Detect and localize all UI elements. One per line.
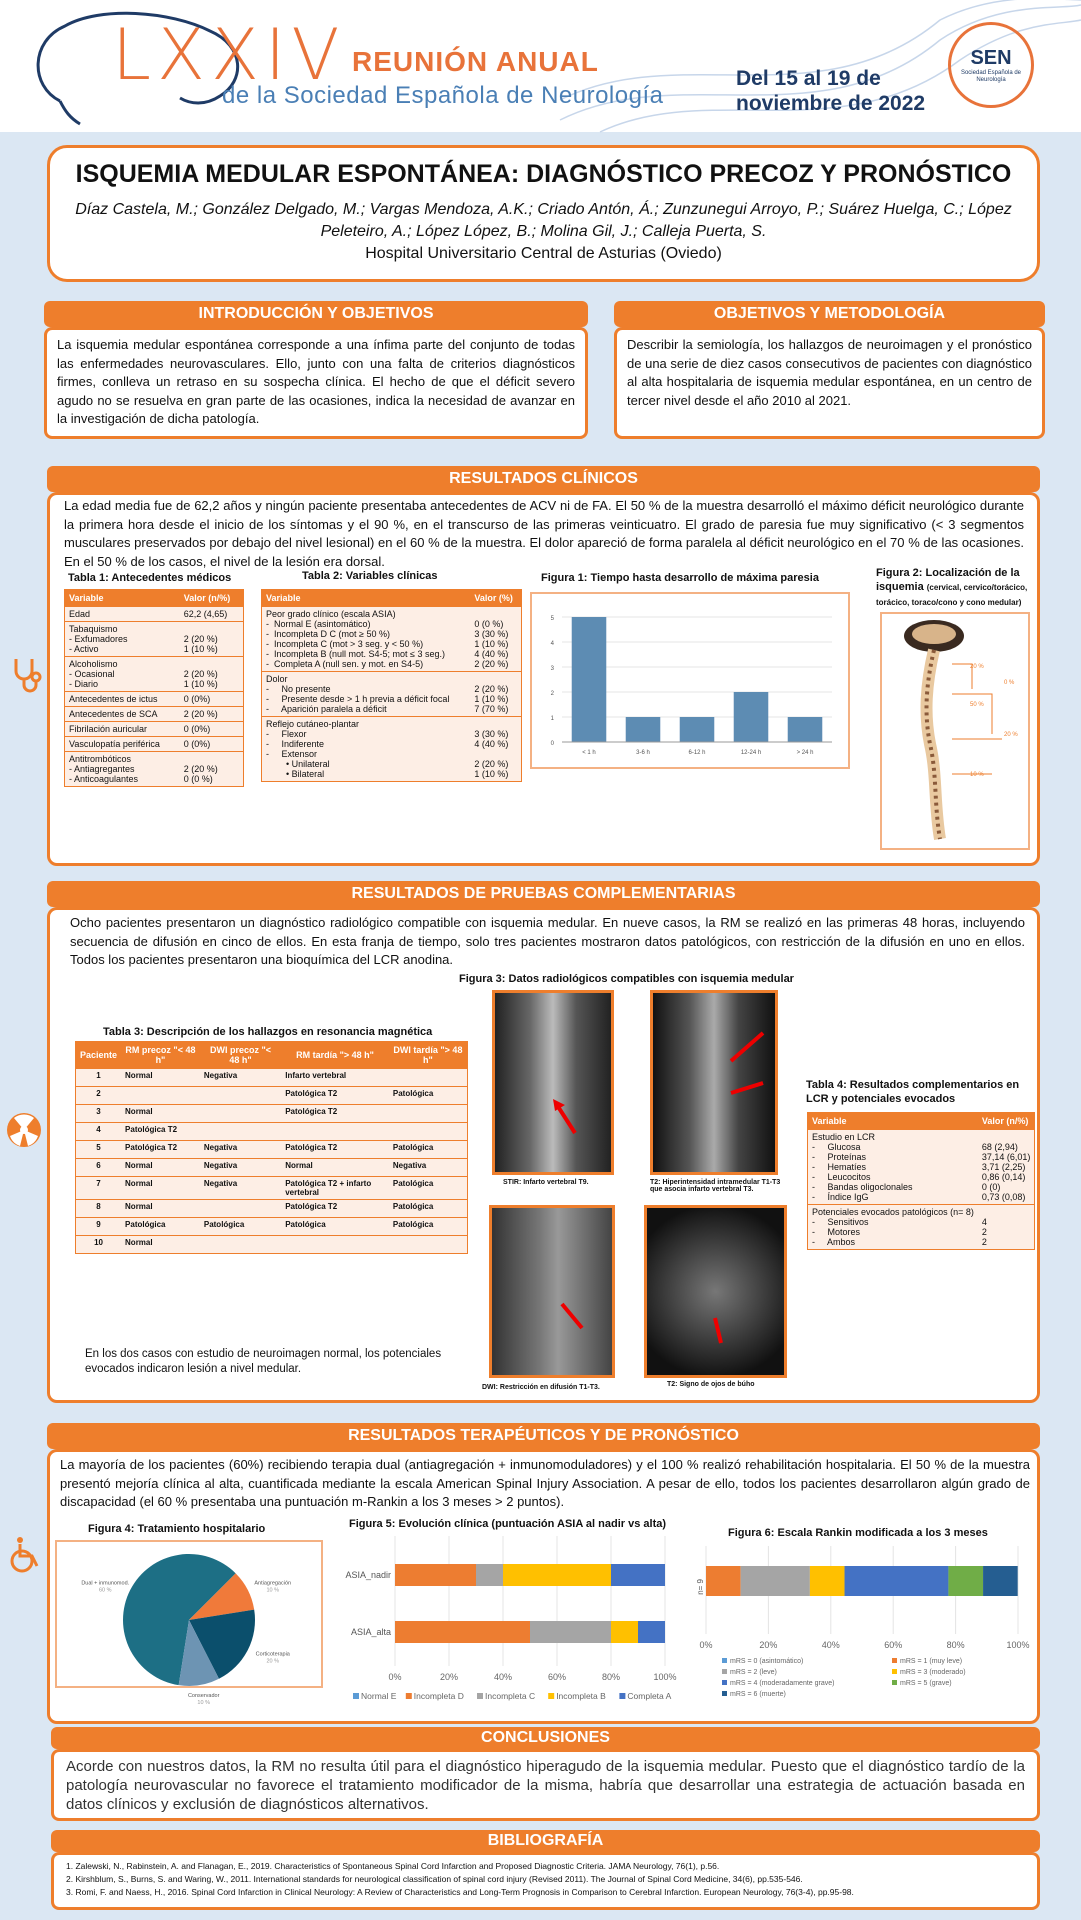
table-cell: Normal <box>121 1069 200 1087</box>
table-cell: 68 (2,94) 37,14 (6,01) 3,71 (2,25) 0,86 (0,14) 0 (0) 0,73 (0,08) <box>978 1130 1035 1205</box>
table-cell <box>389 1123 468 1141</box>
table-cell: 2 (20 %) 1 (10 %) <box>180 622 244 657</box>
x-tick-label: 6-12 h <box>688 750 706 756</box>
table-cell: Reflejo cutáneo-plantar - Flexor - Indiferente - Extensor • Unilateral • Bilateral <box>262 717 471 782</box>
table-cell: Potenciales evocados patológicos (n= 8) - Sensitivos - Motores - Ambos <box>808 1205 978 1250</box>
table3-note: En los dos casos con estudio de neuroimagen normal, los potenciales evocados indicaron lesión a nivel medular. <box>85 1348 442 1375</box>
figure1-chart <box>532 594 848 767</box>
table-cell: Alcoholismo - Ocasional - Diario <box>65 657 180 692</box>
bar <box>680 717 715 742</box>
legend-swatch <box>722 1691 727 1696</box>
table-row <box>76 1087 468 1105</box>
figure6-caption: Figura 6: Escala Rankin modificada a los 3 meses <box>728 1527 988 1539</box>
table-cell: Patológica <box>389 1218 468 1236</box>
table-row <box>76 1141 468 1159</box>
title-box <box>47 145 1040 282</box>
table-cell <box>200 1200 281 1218</box>
intro-text: La isquemia medular espontánea corresponde a una ínfima parte del conjunto de todas las enfermedades neurovasculares. Ello, junto con una falta de criterios diagnósticos firmes, conlleva un retraso en su sospecha clínica. El hecho de que el déficit severo agudo no se resuelva en gran parte de las ocasiones, indica la necesidad de avanzar en la investigación de dicha patología. <box>57 337 575 426</box>
pie-label: Conservador <box>187 1693 220 1700</box>
table-cell: Infarto vertebral <box>281 1069 389 1087</box>
fig2-label-thoracic: 50 % <box>970 702 984 708</box>
table-row <box>262 717 522 782</box>
table-cell: 3 <box>76 1105 122 1123</box>
table1-caption: Tabla 1: Antecedentes médicos <box>68 572 232 584</box>
bar <box>788 717 823 742</box>
x-tick-label: < 1 h <box>582 750 596 756</box>
clinical-text: La edad media fue de 62,2 años y ningún paciente presentaba antecedentes de ACV ni de FA. El 50 % de la muestra desarrolló el máximo déficit neurológico durante la primera hora desde el inicio de los síntomas y el 90 %, en el transcurso de las primeras veinticuatro. El grado de paresia fue muy significativo (< 3 segmentos musculares preservados por debajo del nivel lesional) en el 60 % de la muestra. El dolor apareció de forma paralela al déficit neurológico en el 70 % de las ocasiones. En el 50 % de los casos, el nivel de la lesión era dorsal. <box>64 498 1024 569</box>
legend-label: Incompleta C <box>485 1691 536 1701</box>
stacked-segment <box>638 1621 665 1643</box>
mri-caption-4: T2: Signo de ojos de búho <box>667 1381 755 1388</box>
table-row <box>65 707 244 722</box>
radiation-icon <box>4 1110 44 1158</box>
table-row <box>76 1159 468 1177</box>
fig2-label-cervicothoracic: 0 % <box>1004 680 1015 686</box>
table-cell: 2 (20 %) 0 (0 %) <box>180 752 244 787</box>
table-row <box>808 1205 1035 1250</box>
table-row <box>76 1236 468 1254</box>
authors: Díaz Castela, M.; González Delgado, M.; Vargas Mendoza, A.K.; Criado Antón, Á.; Zunzunegui Arroyo, P.; Suárez Huelga, C.; López Peleteiro, A.; López López, B.; Molina Gil, J.; Calleja Puerta, S. <box>75 201 1012 240</box>
x-tick-label: > 24 h <box>796 750 814 756</box>
stacked-segment <box>741 1566 810 1596</box>
table-row <box>76 1200 468 1218</box>
stacked-segment <box>983 1566 1018 1596</box>
figure2-frame <box>880 612 1030 850</box>
bar <box>734 692 769 742</box>
conclusions-text: Acorde con nuestros datos, la RM no resulta útil para el diagnóstico hiperagudo de la isquemia medular. Puesto que el diagnóstico tardío de la patología neurovascular no favorece el tratamiento modificador de la misma, habría que desarrollar una estrategia de actuación basada en datos clínicos y exclusión de diagnósticos alternativos. <box>66 1758 1025 1813</box>
table-cell: Patológica T2 <box>281 1105 389 1123</box>
bar <box>572 617 607 742</box>
stacked-segment <box>611 1621 638 1643</box>
table-row <box>65 752 244 787</box>
table-row <box>65 737 244 752</box>
table-cell: Patológica <box>389 1177 468 1200</box>
table-row <box>65 607 244 622</box>
table-cell: Edad <box>65 607 180 622</box>
table2: Variable Valor (%) Peor grado clínico (escala ASIA) - Normal E (asintomático) - Incompleta D C (mot ≥ 50 %) - Incompleta C (mot > 3 seg. y < 50 %) - Incompleta B (null mot. S4-5; mot ≤ 3 seg.) - Completa A (null sen. y mot. en S4-5) 0 (0 %) 3 (30 %) 1 (10 %) 4 (40 %) 2 (20 %) Dolor - No presente - Presente desde > 1 h previa a déficit focal - Aparición paralela a déficit 2 (20 %) 1 (10 %) 7 (70 %) Reflejo cutáneo-plantar - Flexor - Indiferente - Extensor • Unilateral • Bilateral 3 (30 %) 4 (40 %) 2 (20 %) 1 (10 %) <box>261 589 522 782</box>
mri-caption-3: DWI: Restricción en difusión T1-T3. <box>482 1384 600 1391</box>
bar <box>626 717 661 742</box>
mri-axial-image <box>644 1205 787 1378</box>
table-cell: Patológica <box>389 1141 468 1159</box>
stacked-segment <box>530 1621 611 1643</box>
objectives-box <box>614 327 1045 439</box>
table-cell: Normal <box>281 1159 389 1177</box>
y-tick-label: 2 <box>550 691 554 697</box>
mri-dwi-image <box>489 1205 615 1378</box>
table-row <box>76 1218 468 1236</box>
legend-swatch <box>477 1693 483 1699</box>
table-cell <box>200 1123 281 1141</box>
table3-caption: Tabla 3: Descripción de los hallazgos en resonancia magnética <box>103 1026 433 1038</box>
table-cell: Patológica <box>281 1218 389 1236</box>
bibliography-box <box>51 1852 1040 1910</box>
table-cell: 1 <box>76 1069 122 1087</box>
mri-caption-2: T2: Hiperintensidad intramedular T1-T3 que asocia infarto vertebral T3. <box>650 1179 781 1193</box>
x-tick-label: 0% <box>388 1672 402 1682</box>
spine-illustration-icon <box>882 614 1028 848</box>
sen-logo: SEN Sociedad Española de Neurología <box>948 22 1034 108</box>
figure2-caption: Figura 2: Localización de la isquemia (cervical, cervico/torácico, torácico, toraco/cono y cono medular) <box>876 567 1028 607</box>
table-cell: Patológica T2 <box>281 1141 389 1159</box>
table-row <box>808 1130 1035 1205</box>
table-row <box>76 1069 468 1087</box>
stacked-segment <box>476 1564 503 1586</box>
category-label: ASIA_alta <box>350 1627 391 1637</box>
fig2-label-cervical: 20 % <box>970 664 984 670</box>
pie-label: Corticoterapia <box>255 1651 290 1658</box>
pie-label: Antiagregación <box>254 1580 292 1587</box>
table-row <box>65 657 244 692</box>
bibliography-item: 2. Kirshblum, S., Burns, S. and Waring, W., 2011. International standards for neurological classification of spinal cord injury (Revised 2011). The Journal of Spinal Cord Medicine, 34(6), pp.535-546. <box>66 1874 803 1884</box>
table-cell: 8 <box>76 1200 122 1218</box>
legend-label: Incompleta D <box>413 1691 464 1701</box>
therapy-text: La mayoría de los pacientes (60%) recibiendo terapia dual (antiagregación + inmunomoduladores) y el 100 % realizó rehabilitación hospitalaria. El 50 % de la muestra presentó mejoría clínica al alta, cuantificada mediante la escala American Spinal Injury Association. A pesar de ello, todos los pacientes desarrollaron algún grado de discapacidad (el 60 % presentaba una puntuación m-Rankin a los 3 meses > 2 puntos). <box>60 1457 1030 1509</box>
table-cell <box>281 1123 389 1141</box>
category-label: ASIA_nadir <box>345 1570 391 1580</box>
table-cell <box>200 1105 281 1123</box>
legend-swatch <box>353 1693 359 1699</box>
table-cell: 3 (30 %) 4 (40 %) 2 (20 %) 1 (10 %) <box>470 717 521 782</box>
table-cell: Normal <box>121 1236 200 1254</box>
table-cell: Patológica T2 + infarto vertebral <box>281 1177 389 1200</box>
x-tick-label: 80% <box>946 1640 965 1650</box>
objectives-text: Describir la semiología, los hallazgos de neuroimagen y el pronóstico de una serie de diez casos consecutivos de pacientes con diagnóstico al alta hospitalaria de isquemia medular espontánea, en un centro de tercer nivel desde el año 2010 al 2021. <box>627 337 1032 408</box>
meeting-dates: Del 15 al 19 de noviembre de 2022 <box>736 67 926 115</box>
table-cell <box>200 1087 281 1105</box>
legend-label: mRS = 0 (asintomático) <box>730 1658 804 1665</box>
legend-swatch <box>722 1680 727 1685</box>
table-cell: 62,2 (4,65) <box>180 607 244 622</box>
table-cell: Normal <box>121 1159 200 1177</box>
table-cell: 4 <box>76 1123 122 1141</box>
figure5-caption: Figura 5: Evolución clínica (puntuación ASIA al nadir vs alta) <box>349 1518 667 1530</box>
table-cell: Negativa <box>200 1177 281 1200</box>
intro-heading: INTRODUCCIÓN Y OBJETIVOS <box>44 301 588 327</box>
legend-swatch <box>722 1669 727 1674</box>
table-cell: 2 <box>76 1087 122 1105</box>
table4-caption: Tabla 4: Resultados complementarios en LCR y potenciales evocados <box>806 1079 1020 1105</box>
clinical-heading: RESULTADOS CLÍNICOS <box>47 466 1040 492</box>
stethoscope-icon <box>8 655 44 703</box>
table-cell: 0 (0%) <box>180 722 244 737</box>
stacked-segment <box>810 1566 845 1596</box>
figure3-caption: Figura 3: Datos radiológicos compatibles con isquemia medular <box>459 973 794 985</box>
legend-label: mRS = 1 (muy leve) <box>900 1658 963 1665</box>
tests-heading: RESULTADOS DE PRUEBAS COMPLEMENTARIAS <box>47 881 1040 907</box>
table-cell: Patológica T2 <box>281 1087 389 1105</box>
table-cell: Fibrilación auricular <box>65 722 180 737</box>
stacked-segment <box>503 1564 611 1586</box>
legend-swatch <box>406 1693 412 1699</box>
table-cell: Negativa <box>200 1141 281 1159</box>
legend-swatch <box>892 1669 897 1674</box>
table1: Variable Valor (n/%) Edad 62,2 (4,65) Tabaquismo - Exfumadores - Activo 2 (20 %) 1 (10 %) Alcoholismo - Ocasional - Diario 2 (20 %) 1 (10 %) Antecedentes de ictus 0 (0%) Antecedentes de SCA 2 (20 %) Fibrilación auricular 0 (0%) Vasculopatía periférica 0 (0%) Antitrombóticos - Antiagregantes - Anticoagulantes 2 (20 %) 0 (0 %) <box>64 589 244 787</box>
x-tick-label: 0% <box>699 1640 713 1650</box>
table-cell <box>389 1236 468 1254</box>
table-cell: Negativa <box>200 1069 281 1087</box>
x-tick-label: 80% <box>601 1672 621 1682</box>
legend-swatch <box>892 1658 897 1663</box>
x-tick-label: 100% <box>1006 1640 1030 1650</box>
pie-pct-label: 10 % <box>197 1700 210 1707</box>
table-row <box>262 607 522 672</box>
figure6-chart <box>686 1546 1030 1716</box>
x-tick-label: 40% <box>821 1640 840 1650</box>
x-tick-label: 100% <box>653 1672 677 1682</box>
legend-label: mRS = 3 (moderado) <box>900 1669 966 1676</box>
table-cell: Negativa <box>389 1159 468 1177</box>
bibliography-heading: BIBLIOGRAFÍA <box>51 1830 1040 1852</box>
y-tick-label: 4 <box>550 641 554 647</box>
y-tick-label: 3 <box>550 666 554 672</box>
x-tick-label: 12-24 h <box>740 750 762 756</box>
table-cell: 9 <box>76 1218 122 1236</box>
x-tick-label: 40% <box>493 1672 513 1682</box>
y-tick-label: 5 <box>550 616 554 622</box>
legend-label: mRS = 5 (grave) <box>900 1680 952 1687</box>
table-cell: Patológica <box>389 1087 468 1105</box>
table-row <box>65 622 244 657</box>
table-cell: Antecedentes de ictus <box>65 692 180 707</box>
pie-label: Dual + inmunomod. <box>81 1580 130 1587</box>
legend-label: Completa A <box>627 1691 672 1701</box>
objectives-heading: OBJETIVOS Y METODOLOGÍA <box>614 301 1045 327</box>
conclusions-heading: CONCLUSIONES <box>51 1727 1040 1749</box>
legend-label: Normal E <box>361 1691 397 1701</box>
hospital: Hospital Universitario Central de Asturias (Oviedo) <box>365 245 722 262</box>
table-cell: Peor grado clínico (escala ASIA) - Normal E (asintomático) - Incompleta D C (mot ≥ 50 %) - Incompleta C (mot > 3 seg. y < 50 %) - Incompleta B (null mot. S4-5; mot ≤ 3 seg.) - Completa A (null sen. y mot. en S4-5) <box>262 607 471 672</box>
x-tick-label: 20% <box>439 1672 459 1682</box>
table-cell: Vasculopatía periférica <box>65 737 180 752</box>
table-row <box>76 1177 468 1200</box>
stacked-segment <box>395 1621 530 1643</box>
table-cell: 0 (0%) <box>180 737 244 752</box>
legend-swatch <box>548 1693 554 1699</box>
table-row <box>76 1105 468 1123</box>
table-cell: 0 (0 %) 3 (30 %) 1 (10 %) 4 (40 %) 2 (20 %) <box>470 607 521 672</box>
table-cell <box>389 1069 468 1087</box>
table-cell: Normal <box>121 1200 200 1218</box>
pie-pct-label: 60 % <box>98 1587 112 1594</box>
table-row <box>65 692 244 707</box>
legend-swatch <box>892 1680 897 1685</box>
figure4-chart <box>57 1542 321 1707</box>
table-cell: 5 <box>76 1141 122 1159</box>
table-cell <box>200 1236 281 1254</box>
table-row <box>65 722 244 737</box>
x-tick-label: 3-6 h <box>636 750 650 756</box>
table-cell <box>121 1087 200 1105</box>
table-cell: 2 (20 %) 1 (10 %) <box>180 657 244 692</box>
table-cell: Dolor - No presente - Presente desde > 1 h previa a déficit focal - Aparición paralela a déficit <box>262 672 471 717</box>
conference-number: LXXIV <box>112 14 346 96</box>
table-cell <box>389 1105 468 1123</box>
table-cell: 2 (20 %) <box>180 707 244 722</box>
mri-caption-1: STIR: Infarto vertebral T9. <box>503 1179 589 1186</box>
table-cell: Normal <box>121 1105 200 1123</box>
table-cell: Patológica <box>121 1218 200 1236</box>
meeting-title: REUNIÓN ANUAL <box>352 46 599 77</box>
bibliography-item: 3. Romi, F. and Naess, H., 2016. Spinal Cord Infarction in Clinical Neurology: A Review of Characteristics and Long-Term Prognosis in Comparison to Cerebral Infarction. European Neurology, 76(3-4), pp.95-98. <box>66 1887 854 1897</box>
table-cell: Estudio en LCR - Glucosa - Proteínas - Hematíes - Leucocitos - Bandas oligoclonales - Índice IgG <box>808 1130 978 1205</box>
table-cell: Tabaquismo - Exfumadores - Activo <box>65 622 180 657</box>
x-tick-label: 60% <box>547 1672 567 1682</box>
legend-swatch <box>619 1693 625 1699</box>
table-row <box>262 672 522 717</box>
table-cell: Patológica T2 <box>121 1141 200 1159</box>
figure1-caption: Figura 1: Tiempo hasta desarrollo de máxima paresia <box>541 572 819 584</box>
legend-swatch <box>722 1658 727 1663</box>
table-cell: 0 (0%) <box>180 692 244 707</box>
stacked-segment <box>845 1566 949 1596</box>
y-tick-label: 0 <box>550 741 554 747</box>
table-cell: Patológica T2 <box>281 1200 389 1218</box>
wheelchair-icon <box>6 1535 46 1583</box>
table4: Variable Valor (n/%) Estudio en LCR - Glucosa - Proteínas - Hematíes - Leucocitos - Bandas oligoclonales - Índice IgG 68 (2,94) 37,14 (6,01) 3,71 (2,25) 0,86 (0,14) 0 (0) 0,73 (0,08) Potenciales evocados patológicos (n= 8) - Sensitivos - Motores - Ambos 4 2 2 <box>807 1112 1035 1250</box>
table-cell: 7 <box>76 1177 122 1200</box>
table-cell: Patológica T2 <box>121 1123 200 1141</box>
table2-caption: Tabla 2: Variables clínicas <box>302 570 438 582</box>
therapy-heading: RESULTADOS TERAPÉUTICOS Y DE PRONÓSTICO <box>47 1423 1040 1449</box>
fig2-label-thoracoconus: 20 % <box>1004 732 1018 738</box>
poster-title: ISQUEMIA MEDULAR ESPONTÁNEA: DIAGNÓSTICO PRECOZ Y PRONÓSTICO <box>75 160 1012 188</box>
fig2-label-conus: 10 % <box>970 772 984 778</box>
stacked-segment <box>611 1564 665 1586</box>
conclusions-box <box>51 1749 1040 1821</box>
table-row <box>76 1123 468 1141</box>
table-cell <box>281 1236 389 1254</box>
table-cell: 2 (20 %) 1 (10 %) 7 (70 %) <box>470 672 521 717</box>
legend-label: Incompleta B <box>556 1691 606 1701</box>
y-tick-label: 1 <box>550 716 554 722</box>
intro-box <box>44 327 588 439</box>
table-cell: Antitrombóticos - Antiagregantes - Anticoagulantes <box>65 752 180 787</box>
table-cell: Patológica <box>200 1218 281 1236</box>
pie-pct-label: 10 % <box>266 1587 280 1594</box>
table-cell: Patológica <box>389 1200 468 1218</box>
pie-pct-label: 20 % <box>266 1658 280 1665</box>
figure1-frame <box>530 592 850 769</box>
x-tick-label: 60% <box>884 1640 903 1650</box>
table-cell: 6 <box>76 1159 122 1177</box>
category-label: n= 9 <box>696 1579 705 1595</box>
bibliography-item: 1. Zalewski, N., Rabinstein, A. and Flanagan, E., 2019. Characteristics of Spontaneous Spinal Cord Infarction and Proposed Diagnostic Criteria. JAMA Neurology, 76(1), p.56. <box>66 1861 720 1871</box>
legend-label: mRS = 6 (muerte) <box>730 1691 786 1698</box>
mri-t2-sagittal-image <box>650 990 778 1175</box>
stacked-segment <box>706 1566 741 1596</box>
table-cell: 10 <box>76 1236 122 1254</box>
table-cell: Antecedentes de SCA <box>65 707 180 722</box>
figure4-caption: Figura 4: Tratamiento hospitalario <box>88 1523 266 1535</box>
figure5-chart <box>345 1536 685 1706</box>
table3: Paciente RM precoz "< 48 h" DWI precoz "< 48 h" RM tardía "> 48 h" DWI tardía "> 48 h" 1 Normal Negativa Infarto vertebral 2 Patológica T2 Patológica 3 Normal Patológica T2 4 Patológica T2 5 Patológica T2 Negativa Patológica T2 Patológica 6 Normal Negativa Normal Negativa 7 Normal Negativa Patológica T2 + infarto vertebral Patológica 8 Normal Patológica T2 Patológica 9 Patológica Patológica Patológica Patológica 10 Normal <box>75 1041 468 1254</box>
legend-label: mRS = 2 (leve) <box>730 1669 777 1676</box>
stacked-segment <box>948 1566 983 1596</box>
stacked-segment <box>395 1564 476 1586</box>
legend-label: mRS = 4 (moderadamente grave) <box>730 1680 835 1687</box>
table-cell: Negativa <box>200 1159 281 1177</box>
society-name: de la Sociedad Española de Neurología <box>222 82 664 109</box>
figure4-frame <box>55 1540 323 1707</box>
x-tick-label: 20% <box>759 1640 778 1650</box>
table-cell: Normal <box>121 1177 200 1200</box>
conference-header <box>0 0 1081 132</box>
mri-stir-image <box>492 990 614 1175</box>
table-cell: 4 2 2 <box>978 1205 1035 1250</box>
tests-text: Ocho pacientes presentaron un diagnóstico radiológico compatible con isquemia medular. En nueve casos, la RM se realizó en las primeras 48 horas, incluyendo secuencia de difusión en cinco de ellos. En esta franja de tiempo, solo tres pacientes mostraron datos patológicos, con restricción de la difusión en uno en ellos. Todos los pacientes presentaron una bioquímica del LCR anodina. <box>70 915 1025 967</box>
